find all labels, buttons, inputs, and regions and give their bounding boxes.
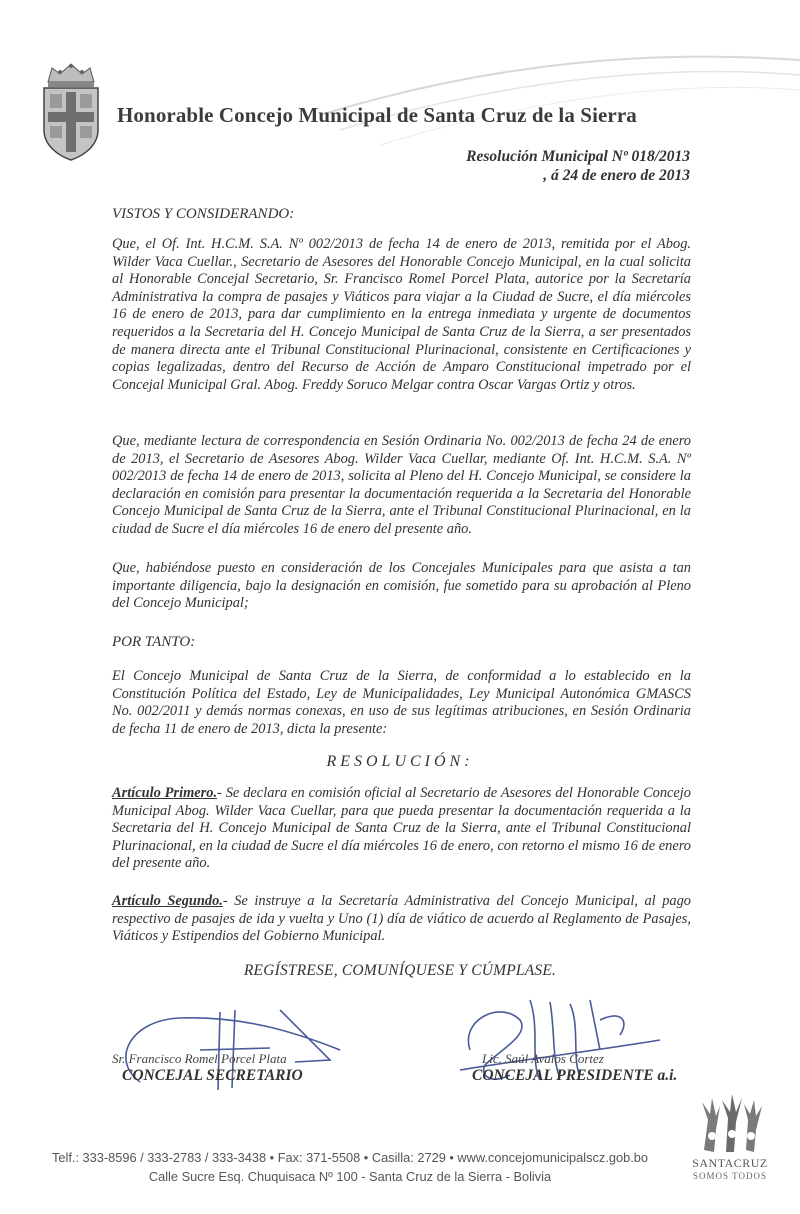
resolution-number: Resolución Municipal Nº 018/2013 [466,148,690,165]
article-first-text: - Se declara en comisión oficial al Secretario de Asesores del Honorable Concejo Municipal Abog. Wilder Vaca Cuellar, para que pueda presentar la documentación requerida a la Secretaria del H. Concejo Municipal de Santa Cruz de la Sierra, ante el Tribunal Constitucional Plurinacional, en la ciudad de Sucre el día miércoles 16 de enero, con retorno el mismo 16 de enero del presente año. [112,785,691,872]
page-title: Honorable Concejo Municipal de Santa Cruz de la Sierra [117,103,637,127]
right-signatory-role: CONCEJAL PRESIDENTE a.i. [472,1067,678,1084]
resolution-header [466,147,690,185]
closing-statement: REGÍSTRESE, COMUNÍQUESE Y CÚMPLASE. [243,962,557,979]
footer-contact: Telf.: 333-8596 / 333-2783 / 333-3438 • Fax: 371-5508 • Casilla: 2729 • www.concejomunicipalscz.gob.bo [51,1150,649,1165]
article-second-label: Artículo Segundo. [112,893,223,909]
logo-tagline: SOMOS TODOS [693,1171,767,1181]
article-first [112,785,691,873]
vistos-heading: VISTOS Y CONSIDERANDO: [112,206,295,222]
vistos-paragraph-2: Que, mediante lectura de correspondencia en Sesión Ordinaria No. 002/2013 de fecha 24 de enero de 2013, el Secretario de Asesores Abog. Wilder Vaca Cuellar, mediante Of. Int. H.C.M. S.A. Nº 002/2013 de fecha 14 de enero de 2013, solicita al Pleno del H. Concejo Municipal, se considere la declaración en comisión para presentar la documentación requerida a la Secretaria del Honorable Concejo Municipal de Santa Cruz de la Sierra, ante el Tribunal Constitucional Plurinacional, en la ciudad de Sucre el día miércoles 16 de enero del presente año. [112,433,691,537]
portanto-paragraph: El Concejo Municipal de Santa Cruz de la Sierra, de conformidad a lo establecido en la Constitución Política del Estado, Ley de Municipalidades, Ley Municipal Autonómica GMASCS No. 002/2011 y demás normas conexas, en uso de sus legítimas atribuciones, en Sesión Ordinaria de fecha 11 de enero de 2013, dicta la presente: [112,668,691,737]
portanto-heading: POR TANTO: [112,634,196,650]
vistos-paragraph-1: Que, el Of. Int. H.C.M. S.A. Nº 002/2013 de fecha 14 de enero de 2013, remitida por el Abog. Wilder Vaca Cuellar., Secretario de Asesores del Honorable Concejo Municipal, en la cual solicita al Honorable Concejal Secretario, Sr. Francisco Romel Porcel Plata, autorice por la Secretaría Administrativa la compra de pasajes y Viáticos para viajar a la Ciudad de Sucre, el día miércoles 16 de enero de 2013, para dar cumplimiento en la entrega inmediata y urgente de documentos requeridos a la Secretaria del H. Concejo Municipal de Santa Cruz de la Sierra, a ser presentados de manera directa ante el Tribunal Constitucional Plurinacional, consistente en Certificaciones y copias legalizadas, dentro del Recurso de Acción de Amparo Constitucional impetrado por el Concejal Municipal Gral. Abog. Freddy Soruco Melgar contra Oscar Vargas Ortiz y otros. [112,236,691,393]
article-second-text: - Se instruye a la Secretaría Administrativa del Concejo Municipal, al pago respectivo de pasajes de ida y vuelta y Uno (1) día de viático de acuerdo al Reglamento de Pasajes, Viáticos y Estipendios del Gobierno Municipal. [112,893,691,945]
resolution-date: , á 24 de enero de 2013 [543,167,690,184]
logo-name: SANTACRUZ [692,1156,768,1170]
footer-address: Calle Sucre Esq. Chuquisaca Nº 100 - Santa Cruz de la Sierra - Bolivia [148,1169,552,1184]
resolucion-heading: RESOLUCIÓN: [326,753,474,770]
left-signatory-role: CONCEJAL SECRETARIO [122,1067,303,1084]
right-signatory-name: Lic. Saúl Avalos Cortez [482,1051,604,1066]
coat-of-arms-icon [38,60,104,162]
vistos-paragraph-3: Que, habiéndose puesto en consideración de los Concejales Municipales para que asista a tan importante diligencia, bajo la designación en comisión, fue sometido para su aprobación al Pleno del Concejo Municipal; [112,560,691,612]
santa-cruz-logo-icon [690,1090,770,1160]
article-first-label: Artículo Primero. [112,785,218,801]
left-signatory-name: Sr. Francisco Romel Porcel Plata [112,1051,287,1066]
article-second [112,893,691,946]
